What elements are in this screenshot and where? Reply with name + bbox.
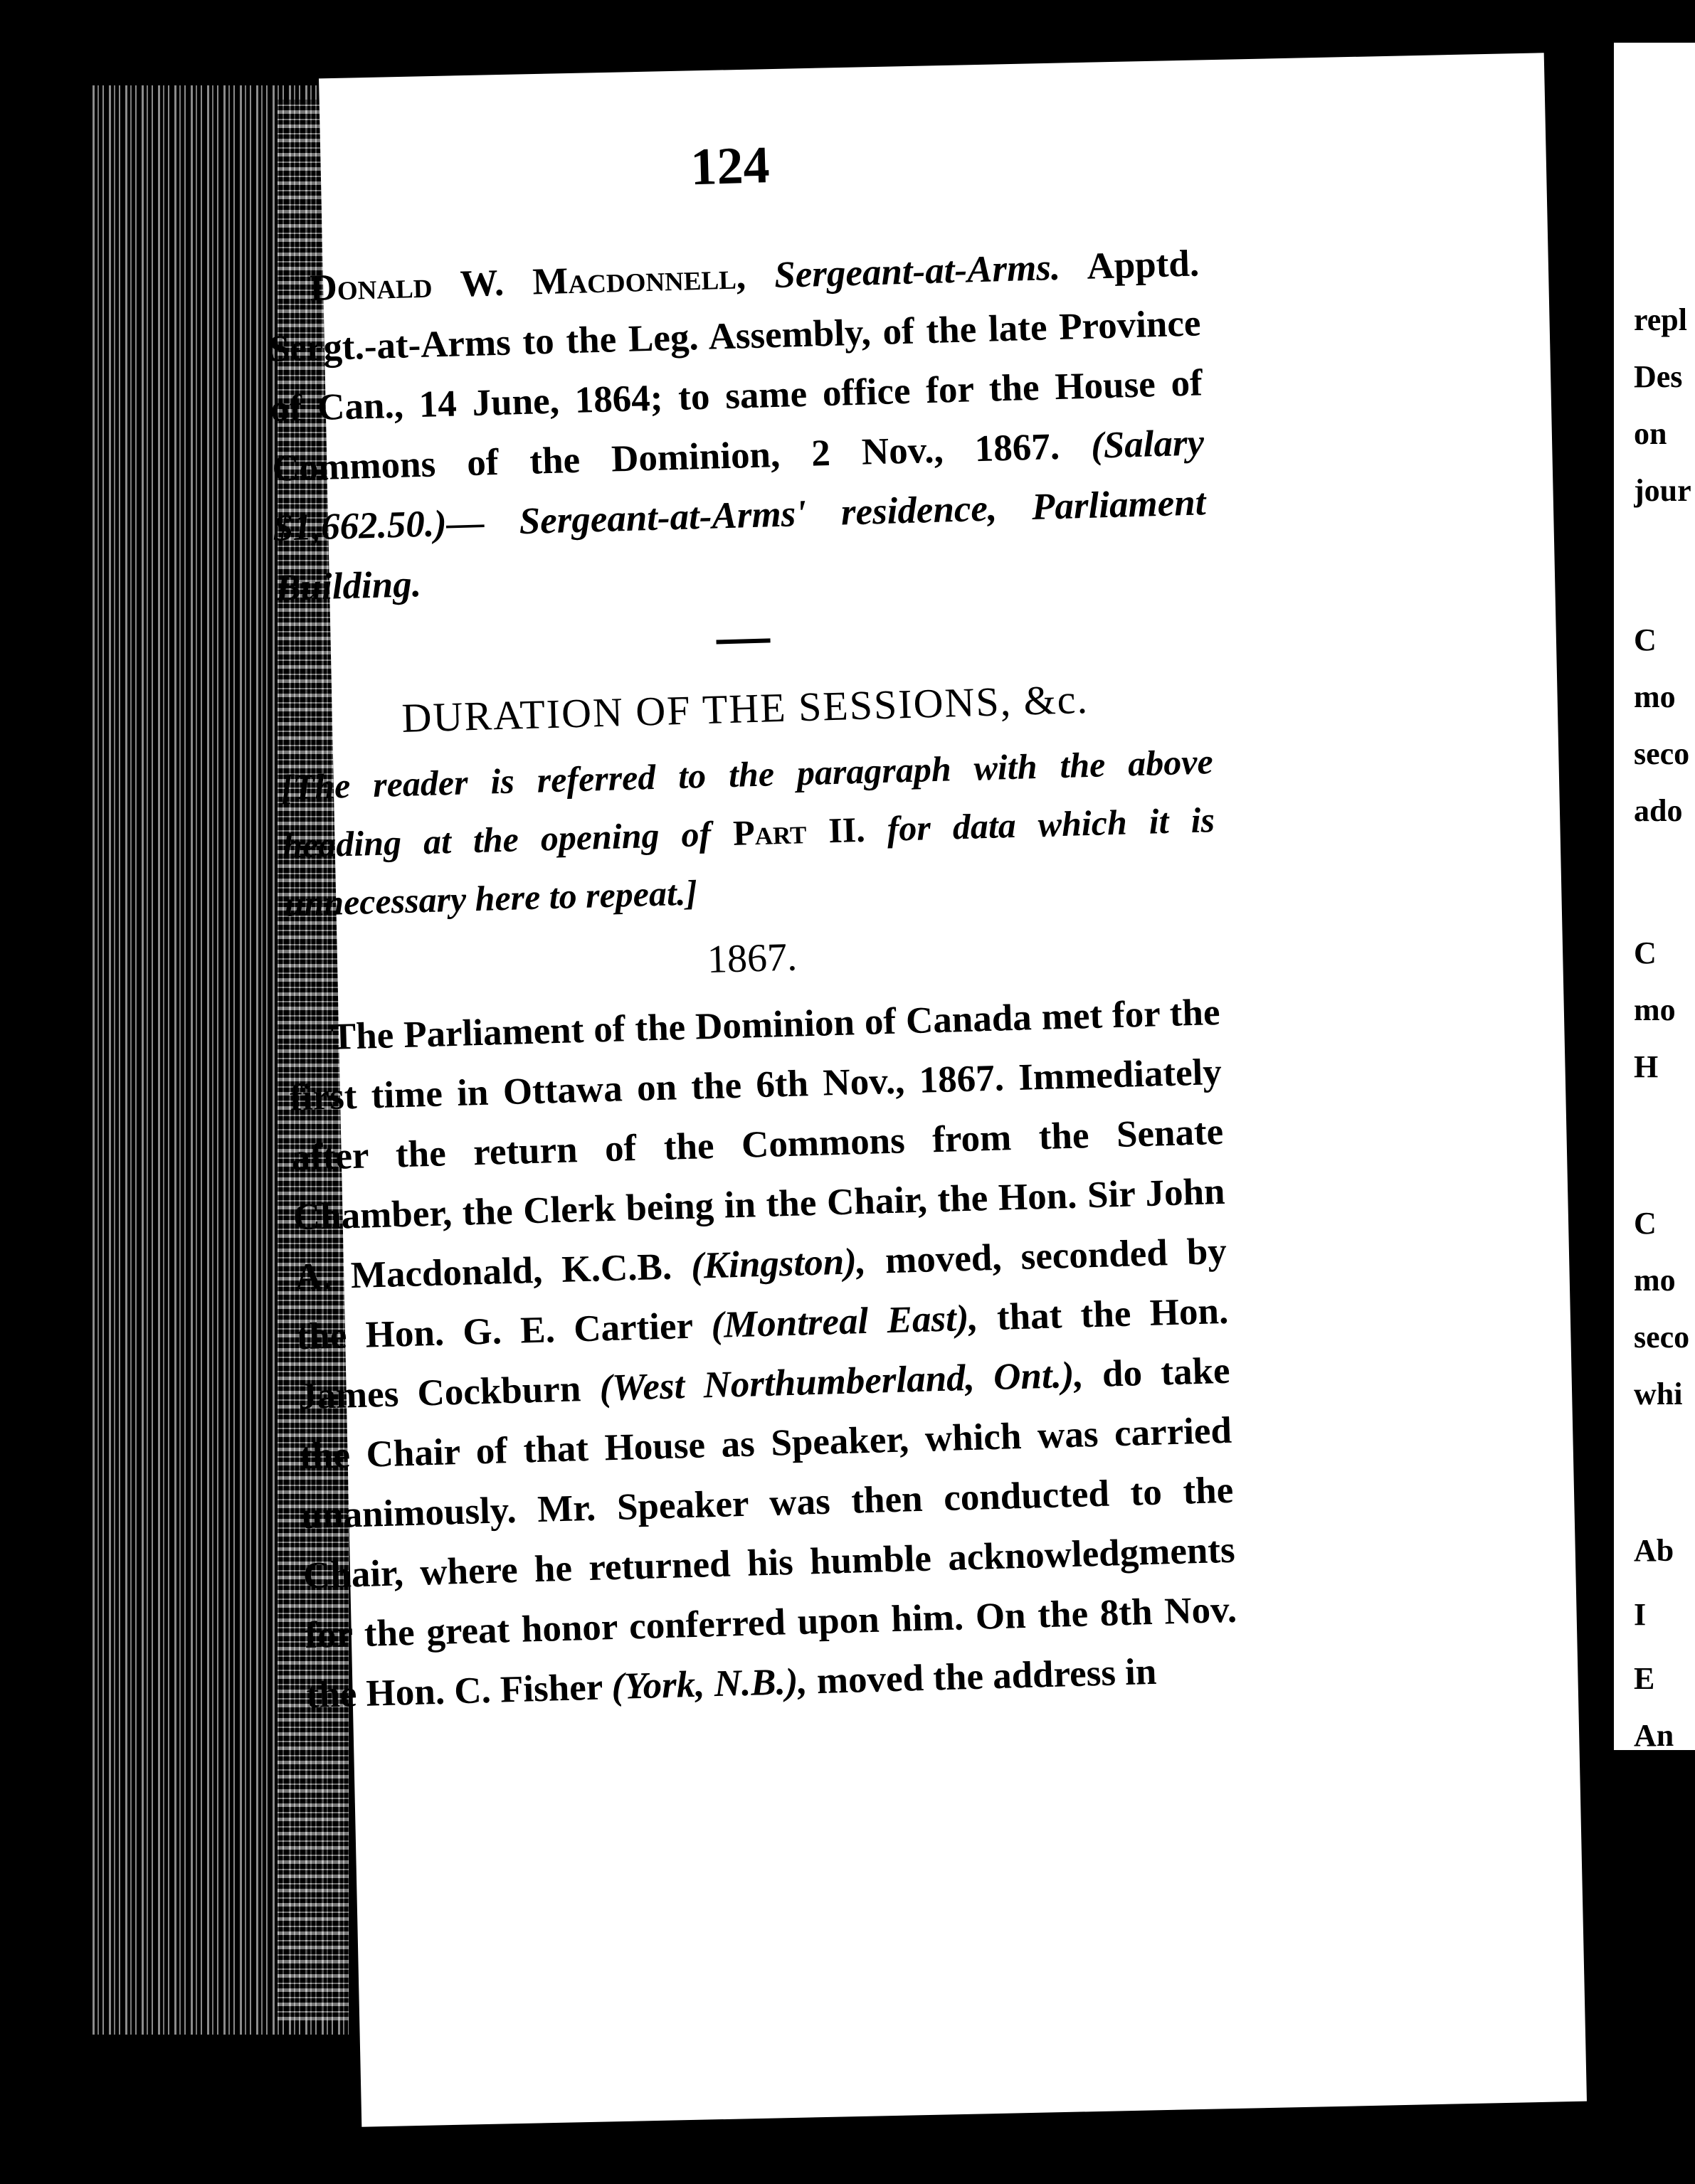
biography-entry: [266, 233, 1208, 617]
riding-york: (York, N.B.),: [611, 1660, 808, 1708]
facing-line: seco: [1634, 1320, 1690, 1355]
facing-line: whi: [1634, 1377, 1683, 1411]
facing-line: prc: [1634, 1832, 1679, 1867]
facing-line: C: [1634, 1206, 1657, 1241]
riding-montreal-east: (Montreal East),: [710, 1297, 979, 1347]
entry-residence: Parliament Building.: [275, 482, 1207, 609]
session-text-1: The Parliament of the Dominion of Canada met for the first time in Ottawa on the 6th Nov., 1867. Immediately after the return of the Commons from the Senate Chamber, the Clerk being in the Chair, the Hon. Sir John A. Macdonald, K.C.B.: [289, 991, 1226, 1298]
entry-residence-label: Sergeant-at-Arms' residence,: [518, 487, 998, 543]
riding-kingston: (Kingston),: [690, 1240, 867, 1287]
facing-line: Ab: [1634, 1533, 1674, 1568]
riding-west-northumberland: (West Northumberland, Ont.),: [598, 1354, 1084, 1409]
facing-line: I: [1634, 1597, 1647, 1632]
note-text-after: for data which it is unnecessary here to repeat.]: [283, 800, 1215, 924]
facing-line: Des: [1634, 359, 1683, 394]
session-paragraph: [287, 982, 1240, 1725]
session-text-5: moved the address in: [816, 1650, 1158, 1702]
session-text-2: moved, seconded by the Hon. G. E. Cartier: [295, 1230, 1227, 1358]
facing-line: An: [1634, 1718, 1674, 1753]
facing-line: C: [1634, 935, 1657, 970]
entry-salary: (Salary $1,662.50.)—: [273, 422, 1205, 549]
note-part-ref: Part II.: [732, 809, 866, 853]
section-divider: [717, 638, 771, 644]
facing-line: on: [1634, 416, 1667, 451]
session-text-4: do take the Chair of that House as Speaker, which was carried unanimously. Mr. Speaker was then conducted to the Chair, where he returned his humble acknowledgments for the great honor conferred upon him. On the 8th Nov. the Hon. C. Fisher: [299, 1350, 1237, 1717]
facing-line: mo: [1634, 1263, 1676, 1298]
page-content: [263, 123, 1239, 1725]
facing-line: jour: [1634, 473, 1691, 508]
entry-name: Donald W. Macdonnell,: [309, 255, 746, 309]
session-text-3: that the Hon. James Cockburn: [297, 1290, 1229, 1418]
section-heading: DURATION OF THE SESSIONS, &c.: [401, 675, 1089, 741]
facing-line: ado: [1634, 793, 1683, 828]
year-heading: 1867.: [707, 935, 798, 982]
note-text-before: [The reader is referred to the paragraph with the above heading at the opening of: [280, 741, 1214, 866]
facing-line: mo: [1634, 992, 1676, 1027]
facing-line: seco: [1634, 736, 1690, 771]
page-number: 124: [690, 136, 771, 197]
entry-body: Apptd. Sergt.-at-Arms to the Leg. Assembly, of the late Province of Can., 14 June, 1864; to same office for the House of Commons of the Dominion, 2 Nov., 1867.: [268, 243, 1203, 489]
facing-line: teu: [1634, 1775, 1676, 1810]
facing-line: H: [1634, 1049, 1659, 1084]
facing-line: E: [1634, 1661, 1655, 1696]
facing-line: repl: [1634, 302, 1687, 337]
section-note: [280, 732, 1217, 933]
facing-line: C: [1634, 622, 1657, 657]
facing-line: mo: [1634, 679, 1676, 714]
entry-title: Sergeant-at-Arms.: [773, 246, 1061, 297]
